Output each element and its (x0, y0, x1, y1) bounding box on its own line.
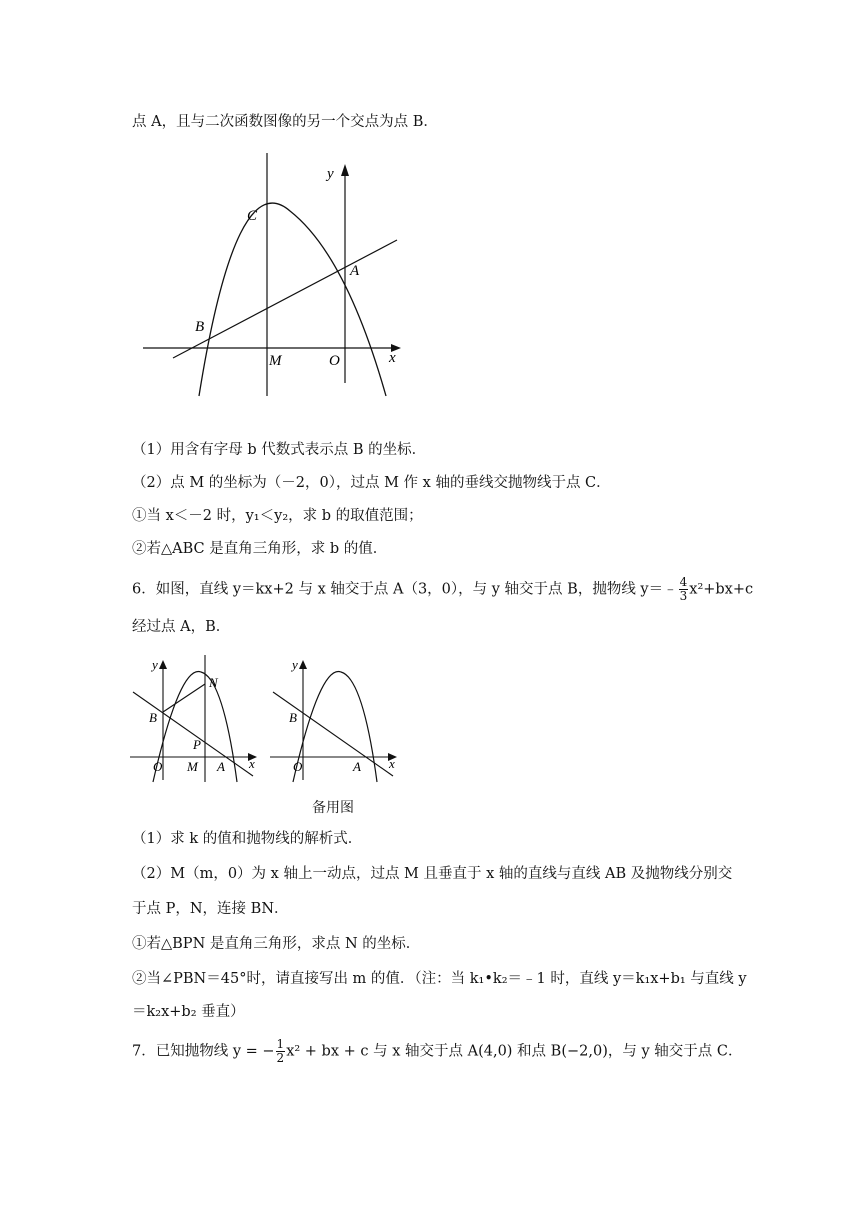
figure-1-parabola-graph (135, 148, 410, 398)
q6-fraction-numerator: 4 (679, 575, 688, 589)
figure-3-label-A: A (353, 759, 361, 774)
figure-3-label-y: y (292, 657, 298, 672)
figure-2-graph (125, 652, 263, 787)
q6-heading-text: 6．如图，直线 y＝kx+2 与 x 轴交于点 A（3，0），与 y 轴交于点 B，抛物线 y＝﹣ (132, 581, 678, 598)
figure-3-label-O: O (293, 759, 303, 774)
text-line-q5-2a: ①当 x＜－2 时，y₁＜y₂，求 b 的取值范围； (132, 508, 423, 524)
text-line-q6-2d: ②当∠PBN＝45°时，请直接写出 m 的值．（注：当 k₁•k₂＝﹣1 时，直线 y＝k₁x+b₁ 与直线 y (132, 971, 747, 987)
figure-2-label-M: M (187, 759, 198, 774)
text-line-q6-2c: ①若△BPN 是直角三角形，求点 N 的坐标． (132, 936, 421, 952)
text-line-q6-1: （1）求 k 的值和抛物线的解析式． (132, 831, 363, 847)
text-line-q6-2b: 于点 P，N，连接 BN． (132, 901, 289, 917)
q7-text-end: x² + bx + c 与 x 轴交于点 A(4,0) 和点 B(−2,0)，与 y 轴交于点 C． (286, 1043, 743, 1060)
q7-text-start: 7．已知抛物线 y = − (132, 1043, 275, 1060)
text-line-q6-cont: 经过点 A，B． (132, 619, 231, 635)
q7-fraction-numerator: 1 (276, 1037, 285, 1051)
figure-1-label-B: B (195, 319, 205, 335)
figure-2-label-N: N (209, 675, 218, 690)
text-line-q6-2a: （2）M（m，0）为 x 轴上一动点，过点 M 且垂直于 x 轴的直线与直线 AB 及抛物线分别交 (132, 866, 733, 882)
q6-fraction (679, 576, 689, 603)
text-line-q5-2b: ②若△ABC 是直角三角形，求 b 的值． (132, 541, 388, 557)
figure-1-label-y: y (327, 166, 334, 182)
q6-fraction-denominator: 3 (679, 589, 688, 603)
text-line-q6-2e: ＝k₂x+b₂ 垂直） (132, 1004, 245, 1020)
figure-1-label-C: C (247, 208, 258, 224)
figure-3-label-x: x (389, 756, 395, 771)
figure-2-label-A: A (217, 759, 225, 774)
figure-2-label-O: O (153, 759, 163, 774)
figure-1-label-A: A (350, 263, 360, 279)
text-line-q6-heading (132, 576, 753, 603)
text-line-intro: 点 A，且与二次函数图像的另一个交点为点 B． (132, 114, 438, 130)
text-line-q5-1: （1）用含有字母 b 代数式表示点 B 的坐标． (132, 442, 427, 458)
figure-2-label-y: y (152, 657, 158, 672)
q7-fraction (276, 1038, 286, 1065)
q6-heading-tail: x²+bx+c (689, 581, 754, 598)
figure-2-label-P: P (193, 737, 201, 752)
figure-2-label-B: B (149, 710, 157, 725)
text-line-q7 (132, 1038, 742, 1065)
figure-3-backup-graph (265, 652, 403, 787)
figure-1-label-O: O (329, 353, 340, 369)
figure-caption-backup: 备用图 (312, 800, 354, 816)
text-line-q5-2: （2）点 M 的坐标为（－2，0），过点 M 作 x 轴的垂线交抛物线于点 C． (132, 475, 611, 491)
q7-fraction-denominator: 2 (276, 1051, 285, 1065)
figure-1-label-M: M (269, 353, 282, 369)
figure-2-label-x: x (249, 756, 255, 771)
figure-1-label-x: x (389, 350, 396, 366)
figure-3-label-B: B (289, 710, 297, 725)
